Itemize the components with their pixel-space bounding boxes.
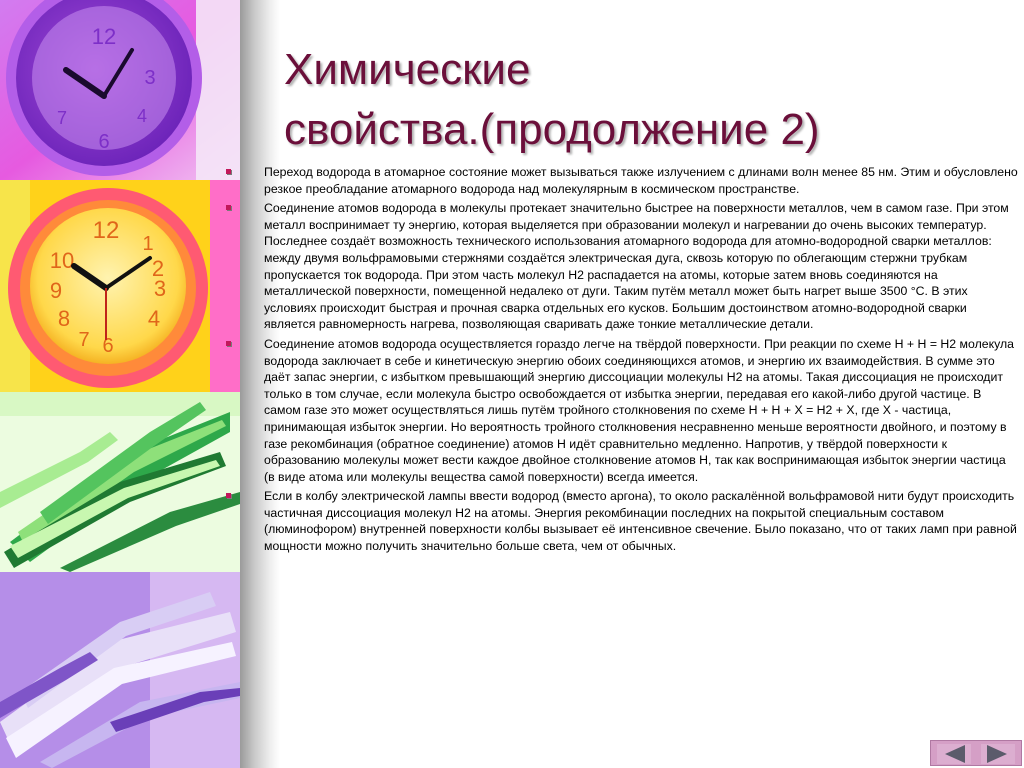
next-slide-button[interactable] [981,744,1015,764]
green-papers-image [0,392,240,572]
yellow-clock-image [0,180,240,392]
bullet-item [226,200,1018,333]
bullet-item [226,336,1018,485]
svg-text:3: 3 [153,276,167,301]
square-bullet-icon [226,205,231,210]
slide-navigation [930,740,1022,766]
slide-title-line-2: свойства.(продолжение 2) [284,105,820,154]
svg-text:12: 12 [92,217,120,244]
triangle-right-icon [981,744,1015,764]
square-bullet-icon [226,493,231,498]
svg-text:4: 4 [147,306,161,331]
bullet-item [226,164,1018,197]
purple-clock-image [0,0,240,180]
svg-text:1: 1 [142,233,154,255]
svg-text:10: 10 [49,248,75,273]
bullet-list [226,164,1018,558]
svg-text:7: 7 [56,108,68,128]
svg-text:7: 7 [78,329,90,351]
svg-text:9: 9 [49,278,63,303]
decorative-image-strip [0,0,240,768]
bullet-text: Если в колбу электрической лампы ввести водород (вместо аргона), то около раскалённой вольфрамовой нити будут происходить частичная диссоциация молекул Н2 на атомы. Энергия рекомбинации последних на покрытой специальным составом (люминофором) внутренней поверхности колбы вызывает её интенсивное свечение. Было показано, что от таких ламп при равной мощности можно получить значительно больше света, чем от обычных. [264,489,1017,554]
svg-text:3: 3 [144,67,156,89]
svg-text:8: 8 [57,306,71,331]
square-bullet-icon [226,341,231,346]
bullet-text: Переход водорода в атомарное состояние может вызываться также излучением с длинами волн менее 85 нм. Этим и обусловлено резкое преобладание атомарного водорода над молекулярным в космическом пространстве. [264,165,1018,196]
svg-text:6: 6 [98,131,110,153]
bullet-text: Соединение атомов водорода в молекулы протекает значительно быстрее на поверхности металлов, чем в самом газе. При этом металл воспринимает ту энергию, которая выделяется при образовании молекул и нагревании до очень высоких температур. Последнее создаёт возможность технического использования атомарного водорода для атомно-водородной сварки металлов: между двумя вольфрамовыми стержнями создаётся электрическая дуга, сквозь которую по облегающим стержни трубкам пропускается ток водорода. При этом часть молекул Н2 распадается на атомы, которые затем вновь соединяются на металлической поверхности, помещенной недалеко от дуги. Таким путём металл может быть нагрет выше 3500 °С. В этих условиях происходит быстрая и прочная сварка отдельных его кусков. Большим достоинством атомно-водородной сварки является равномерность нагрева, позволяющая сваривать даже тонкие металлические детали. [264,201,1009,332]
svg-text:12: 12 [91,24,117,49]
violet-papers-image [0,572,240,768]
bullet-item [226,488,1018,554]
slide-title-line-1: Химические [284,45,531,94]
square-bullet-icon [226,169,231,174]
svg-text:6: 6 [102,335,114,357]
svg-text:4: 4 [136,106,148,126]
svg-text:2: 2 [151,256,165,281]
previous-slide-button[interactable] [937,744,971,764]
slide-title [284,40,984,160]
triangle-left-icon [937,744,971,764]
bullet-text: Соединение атомов водорода осуществляется гораздо легче на твёрдой поверхности. При реакции по схеме Н + Н = Н2 молекула водорода заключает в себе и кинетическую энергию обоих соединяющихся атомов, и энергию их взаимодействия. В сумме это даёт запас энергии, с избытком превышающий энергию диссоциации молекулы Н2 на атомы. Такая диссоциация не происходит только в том случае, если молекула быстро освобождается от избытка энергии, передавая его какой-либо другой частице. В самом газе это может осуществляться лишь путём тройного столкновения по схеме Н + Н + Х = Н2 + Х, где Х - частица, принимающая избыток энергии. Но вероятность тройного столкновения несравненно меньше вероятности двойного, и поэтому в газе рекомбинация (обратное соединение) атомов Н идёт сравнительно медленно. Напротив, у твёрдой поверхности к образованию молекулы может вести каждое двойное столкновение атомов Н, так как воспринимающая избыток энергии частица (в виде атома или молекулы вещества самой поверхности) всегда имеется. [264,336,1015,484]
